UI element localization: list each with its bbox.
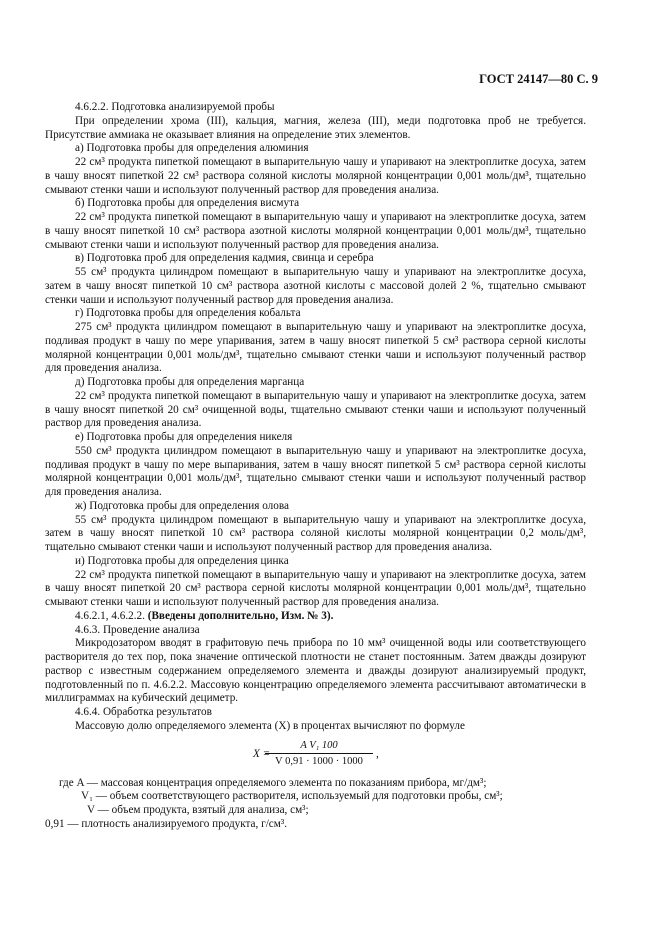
amendment-note	[45, 610, 586, 624]
analysis-section	[45, 624, 586, 734]
formula-fraction	[265, 739, 373, 770]
text-paragraph: 22 см³ продукта пипеткой помещают в выпарительную чашу и упаривают на электроплитке досуха, затем в чашу вносят пипеткой 20 см³ раствора серной кислоты молярной концентрации 0,001 моль/дм³, тщательно смывают стенки чаши и используют полученный раствор для проведения анализа.	[45, 568, 586, 608]
formula-tail: ,	[376, 747, 379, 760]
text-paragraph: ж) Подготовка пробы для определения олова	[75, 499, 289, 512]
text-paragraph: в) Подготовка проб для определения кадмия, свинца и серебра	[75, 252, 374, 265]
formula-lhs: X =	[253, 747, 271, 760]
text-paragraph: Микродозатором вводят в графитовую печь прибора по 10 мм³ очищенной воды или соответствующего растворителя до тех пор, пока значение оптической плотности не станет постоянным. Затем дважды дозируют раствор с известным содержанием определяемого элемента и дважды дозируют анализируемый продукт, подготовленный по п. 4.6.2.2. Массовую концентрацию определяемого элемента рассчитывают автоматически в миллиграммах на кубический дециметр.	[45, 637, 586, 705]
text-paragraph: 4.6.2.2. Подготовка анализируемой пробы	[75, 101, 275, 113]
legend-line: 0,91 — плотность анализируемого продукта, г/см³.	[45, 817, 288, 830]
text-paragraph: 22 см³ продукта пипеткой помещают в выпарительную чашу и упаривают на электроплитке досуха, затем в чашу вносят пипеткой 10 см³ раствора азотной кислоты молярной концентрации 0,001 моль/дм³, тщательно смывают стенки чаши и используют полученный раствор для проведения анализа.	[45, 211, 586, 251]
formula-numerator: A V₁ 100	[265, 739, 373, 755]
text-paragraph: и) Подготовка пробы для определения цинка	[75, 554, 289, 567]
text-paragraph: 55 см³ продукта цилиндром помещают в выпарительную чашу и упаривают на электроплитке досуха, затем в чашу вносят пипеткой 10 см³ раствора азотной кислоты с массовой долей 2 %, тщательно смывают стенки чаши и используют полученный раствор для проведения анализа.	[45, 266, 586, 306]
sample-preparation-section	[45, 101, 586, 610]
text-paragraph: 22 см³ продукта пипеткой помещают в выпарительную чашу и упаривают на электроплитке досуха, затем в чашу вносят пипеткой 22 см³ раствора соляной кислоты молярной концентрации 0,001 моль/дм³, тщательно смывают стенки чаши и используют полученный раствор для проведения анализа.	[45, 156, 586, 196]
text-paragraph: 4.6.3. Проведение анализа	[75, 623, 200, 636]
legend-line: V₁ — объем соответствующего растворителя, используемый для подготовки пробы, см³;	[81, 790, 503, 803]
text-paragraph: 55 см³ продукта цилиндром помещают в выпарительную чашу и упаривают на электроплитке досуха, затем в чашу вносят пипеткой 10 см³ раствора соляной кислоты молярной концентрации 0,2 моль/дм³, тщательно смывают стенки чаши и используют полученный раствор для проведения анализа.	[45, 513, 586, 553]
text-paragraph: а) Подготовка пробы для определения алюминия	[75, 142, 309, 155]
page-header: ГОСТ 24147—80 С. 9	[479, 72, 598, 86]
text-paragraph: б) Подготовка пробы для определения висмута	[75, 197, 300, 210]
amendment-text: (Введены дополнительно, Изм. № 3).	[147, 609, 334, 622]
formula-legend	[45, 777, 586, 832]
legend-line: V — объем продукта, взятый для анализа, см³;	[87, 804, 309, 816]
text-paragraph: 4.6.4. Обработка результатов	[75, 706, 212, 718]
formula-denominator: V 0,91 · 1000 · 1000	[275, 756, 363, 768]
text-paragraph: 550 см³ продукта цилиндром помещают в выпарительную чашу и упаривают на электроплитке досуха, подливая продукт в чашу по мере выпаривания, затем в чашу вносят пипеткой 5 см³ раствора серной кислоты молярной концентрации 0,001 моль/дм³, тщательно смывают стенки чаши и используют полученный раствор для проведения анализа.	[45, 444, 586, 498]
amendment-clauses: 4.6.2.1, 4.6.2.2.	[75, 609, 148, 622]
document-body	[45, 101, 586, 832]
text-paragraph: 22 см³ продукта пипеткой помещают в выпарительную чашу и упаривают на электроплитке досуха, затем в чашу вносят пипеткой 20 см³ очищенной воды, тщательно смывают стенки чаши и используют полученный раствор для проведения анализа.	[45, 389, 586, 430]
text-paragraph: е) Подготовка пробы для определения никеля	[75, 431, 293, 443]
text-paragraph: Массовую долю определяемого элемента (X) в процентах вычисляют по формуле	[75, 719, 465, 732]
text-paragraph: д) Подготовка пробы для определения марганца	[75, 376, 305, 388]
formula	[45, 739, 586, 773]
text-paragraph: При определении хрома (III), кальция, магния, железа (III), меди подготовка проб не требуется. Присутствие аммиака не оказывает влияния на определение этих элементов.	[45, 114, 586, 141]
text-paragraph: г) Подготовка пробы для определения кобальта	[75, 307, 301, 320]
text-paragraph: 275 см³ продукта цилиндром помещают в выпарительную чашу и упаривают на электроплитке досуха, подливая продукт в чашу по мере упаривания, затем в чашу вносят пипеткой 5 см³ раствора серной кислоты молярной концентрации 0,001 моль/дм³, тщательно смывают стенки чаши и используют полученный раствор для проведения анализа.	[45, 321, 586, 375]
legend-line: где A — массовая концентрация определяемого элемента по показаниям прибора, мг/дм³;	[59, 776, 487, 789]
